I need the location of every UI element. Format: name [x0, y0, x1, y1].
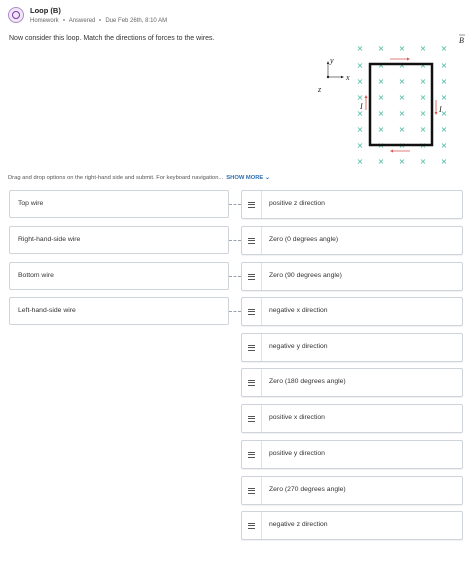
bottom-arrow-head: [390, 150, 393, 153]
current-label-left: I: [360, 102, 363, 111]
option-negative-y[interactable]: [241, 333, 463, 362]
field-cross-mark: ×: [419, 141, 427, 150]
assignment-title: Loop (B): [30, 6, 61, 15]
option-label: positive x direction: [269, 414, 325, 421]
field-cross-mark: ×: [440, 77, 448, 86]
field-cross-mark: ×: [377, 44, 385, 53]
assignment-status: Answered: [68, 18, 96, 24]
field-cross-mark: ×: [398, 157, 406, 166]
field-cross-mark: ×: [377, 125, 385, 134]
drag-handle-icon[interactable]: [242, 334, 262, 361]
field-cross-mark: ×: [356, 77, 364, 86]
field-cross-mark: ×: [356, 44, 364, 53]
axis-z-label: z: [318, 85, 322, 94]
drag-handle-icon[interactable]: [242, 191, 262, 218]
option-label: Zero (90 degrees angle): [269, 272, 342, 279]
connector-line: [229, 204, 241, 206]
field-cross-mark: ×: [377, 141, 385, 150]
option-label: Zero (0 degrees angle): [269, 236, 339, 243]
assignment-meta: [30, 18, 167, 24]
field-cross-mark: ×: [440, 93, 448, 102]
drag-handle-icon[interactable]: [242, 512, 262, 539]
target-label: Right-hand-side wire: [18, 236, 81, 243]
drag-handle-icon[interactable]: [242, 227, 262, 254]
option-label: negative z direction: [269, 521, 328, 528]
right-arrow-head: [435, 112, 438, 115]
field-cross-mark: ×: [440, 125, 448, 134]
drag-handle-icon[interactable]: [242, 298, 262, 325]
axis-y-label: y: [330, 56, 334, 65]
b-field-label: B: [459, 36, 464, 45]
field-cross-mark: ×: [356, 141, 364, 150]
option-zero-90[interactable]: [241, 262, 463, 291]
target-top-wire[interactable]: [9, 190, 229, 218]
field-cross-mark: ×: [398, 61, 406, 70]
target-right-wire[interactable]: [9, 226, 229, 254]
show-more-link[interactable]: SHOW MORE ⌄: [226, 175, 270, 181]
x-axis-head: [341, 76, 344, 78]
field-cross-mark: ×: [356, 61, 364, 70]
field-cross-mark: ×: [440, 61, 448, 70]
field-cross-mark: ×: [356, 109, 364, 118]
assignment-type: Homework: [30, 18, 59, 24]
field-cross-mark: ×: [440, 141, 448, 150]
option-positive-z[interactable]: [241, 190, 463, 219]
option-label: Zero (180 degrees angle): [269, 378, 346, 385]
instructions: [8, 175, 270, 181]
drag-handle-icon[interactable]: [242, 441, 262, 468]
field-cross-mark: ×: [419, 93, 427, 102]
top-arrow-head: [407, 58, 410, 61]
option-label: positive z direction: [269, 200, 325, 207]
field-cross-mark: ×: [356, 125, 364, 134]
field-cross-mark: ×: [419, 109, 427, 118]
question-text: Now consider this loop. Match the directions of forces to the wires.: [9, 35, 215, 42]
field-cross-mark: ×: [398, 109, 406, 118]
field-cross-mark: ×: [419, 125, 427, 134]
option-negative-z[interactable]: [241, 511, 463, 540]
field-cross-mark: ×: [398, 125, 406, 134]
field-cross-mark: ×: [440, 157, 448, 166]
assignment-due: Due Feb 26th, 8:10 AM: [105, 18, 168, 24]
option-label: negative x direction: [269, 307, 328, 314]
option-negative-x[interactable]: [241, 297, 463, 326]
target-label: Left-hand-side wire: [18, 307, 76, 314]
drag-handle-icon[interactable]: [242, 405, 262, 432]
field-cross-mark: ×: [419, 157, 427, 166]
option-label: negative y direction: [269, 343, 328, 350]
target-label: Bottom wire: [18, 272, 54, 279]
target-bottom-wire[interactable]: [9, 262, 229, 290]
field-cross-mark: ×: [398, 141, 406, 150]
field-cross-mark: ×: [377, 109, 385, 118]
drag-handle-icon[interactable]: [242, 477, 262, 504]
target-label: Top wire: [18, 200, 44, 207]
field-cross-mark: ×: [356, 93, 364, 102]
chevron-down-icon: ⌄: [264, 175, 270, 181]
drag-handle-icon[interactable]: [242, 263, 262, 290]
current-label-right: I: [439, 105, 442, 114]
field-cross-mark: ×: [398, 93, 406, 102]
drag-handle-icon[interactable]: [242, 369, 262, 396]
field-cross-mark: ×: [419, 61, 427, 70]
field-cross-mark: ×: [377, 157, 385, 166]
field-cross-mark: ×: [398, 44, 406, 53]
option-positive-y[interactable]: [241, 440, 463, 469]
option-label: positive y direction: [269, 450, 325, 457]
field-cross-mark: ×: [419, 44, 427, 53]
field-cross-mark: ×: [419, 77, 427, 86]
left-arrow-head: [365, 95, 368, 98]
option-zero-180[interactable]: [241, 368, 463, 397]
z-axis-dot: [327, 76, 329, 78]
option-zero-270[interactable]: [241, 476, 463, 505]
instructions-text: Drag and drop options on the right-hand side and submit. For keyboard navigation...: [8, 175, 224, 181]
axis-x-label: x: [346, 73, 350, 82]
field-cross-mark: ×: [398, 77, 406, 86]
y-axis-head: [327, 61, 329, 64]
connector-line: [229, 240, 241, 242]
field-cross-mark: ×: [377, 93, 385, 102]
target-left-wire[interactable]: [9, 297, 229, 325]
loop-diagram: [310, 30, 470, 170]
field-cross-mark: ×: [377, 77, 385, 86]
connector-line: [229, 276, 241, 278]
field-cross-mark: ×: [356, 157, 364, 166]
connector-line: [229, 311, 241, 313]
option-positive-x[interactable]: [241, 404, 463, 433]
field-cross-mark: ×: [377, 61, 385, 70]
assignment-icon: [8, 7, 24, 23]
option-label: Zero (270 degrees angle): [269, 486, 346, 493]
field-cross-mark: ×: [440, 44, 448, 53]
field-cross-mark: ×: [440, 109, 448, 118]
option-zero-0[interactable]: [241, 226, 463, 255]
